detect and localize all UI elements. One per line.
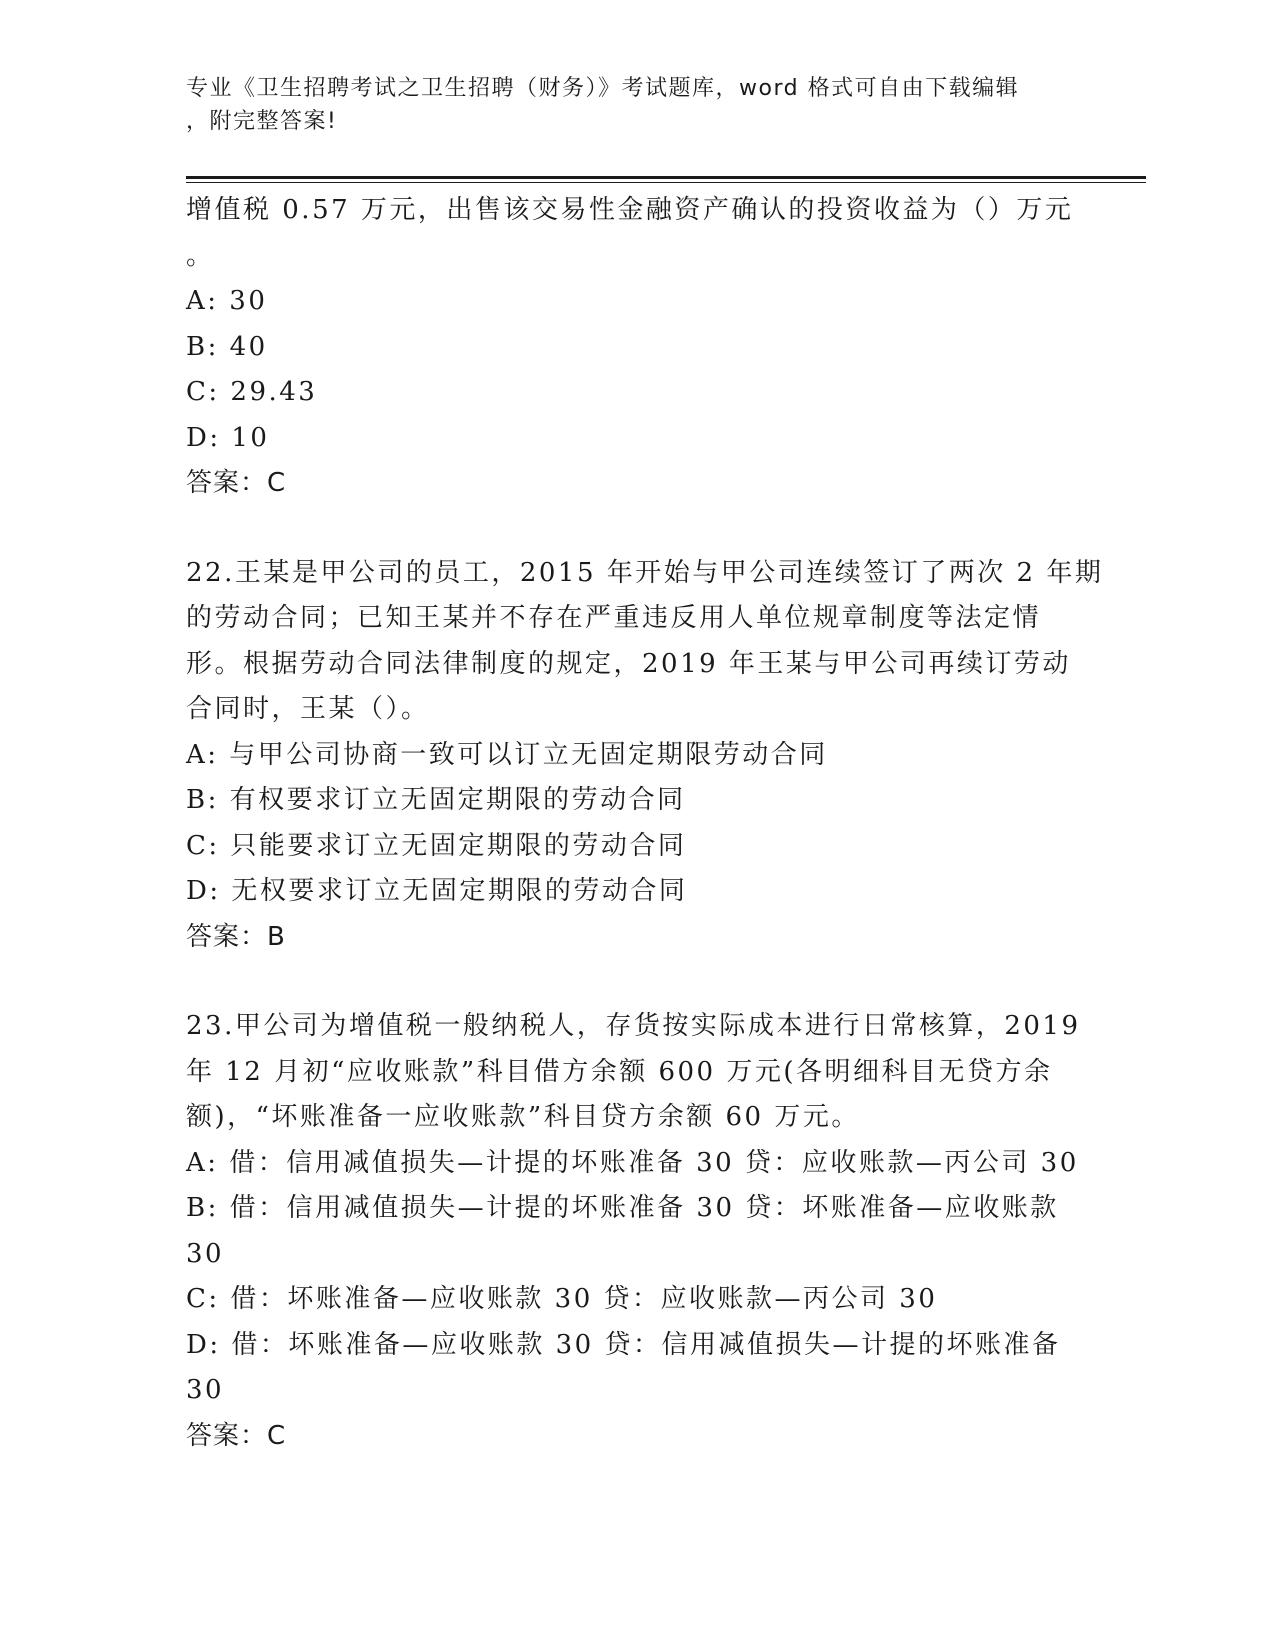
question-stem-line: 22.王某是甲公司的员工，2015 年开始与甲公司连续签订了两次 2 年期 [186,557,1104,588]
option-b: B: 借：信用减值损失—计提的坏账准备 30 贷：坏账准备—应收账款 [186,1193,1059,1223]
option-d: D: 10 [186,422,270,453]
option-d: D: 借：坏账准备—应收账款 30 贷：信用减值损失—计提的坏账准备 [186,1329,1061,1360]
option-d: D: 无权要求订立无固定期限的劳动合同 [186,876,688,906]
option-a: A: 30 [186,286,268,316]
option-c: C: 29.43 [186,377,318,407]
document-body [186,188,1104,1459]
document-header [186,72,1066,138]
question-stem-line: 形。根据劳动合同法律制度的规定，2019 年王某与甲公司再续订劳动 [186,648,1071,679]
question-stem-line: 23.甲公司为增值税一般纳税人，存货按实际成本进行日常核算，2019 [186,1011,1081,1041]
option-c: C: 只能要求订立无固定期限的劳动合同 [186,830,687,861]
answer-line: 答案：C [186,468,287,498]
question-stem-line: 年 12 月初“应收账款”科目借方余额 600 万元(各明细科目无贷方余 [186,1056,1053,1087]
question-stem-line: 的劳动合同；已知王某并不存在严重违反用人单位规章制度等法定情 [186,603,1042,633]
answer-line: 答案：C [186,1420,287,1451]
option-a: A: 与甲公司协商一致可以订立无固定期限劳动合同 [186,739,828,770]
question-stem-line: 合同时，王某（）。 [186,694,430,724]
option-b: B: 有权要求订立无固定期限的劳动合同 [186,785,686,815]
question-gap [186,960,1086,1004]
question-stem-line: 增值税 0.57 万元，出售该交易性金融资产确认的投资收益为（）万元 [186,195,1074,225]
header-line-1: 专业《卫生招聘考试之卫生招聘（财务）》考试题库，word 格式可自由下载编辑 [186,76,1020,101]
question-21 [186,188,1086,507]
header-divider-thick [186,176,1146,179]
option-d-continued: 30 [186,1375,225,1405]
question-gap [186,507,1086,551]
header-divider-thin [186,182,1146,183]
question-22 [186,551,1104,961]
question-stem-line: 额)，“坏账准备一应收账款”科目贷方余额 60 万元。 [186,1102,860,1132]
question-stem-line: 。 [186,240,215,271]
option-b-continued: 30 [186,1238,225,1269]
option-a: A: 借：信用减值损失—计提的坏账准备 30 贷：应收账款—丙公司 30 [186,1147,1079,1178]
answer-line: 答案：B [186,921,286,952]
question-23 [186,1004,1086,1459]
option-b: B: 40 [186,331,268,362]
header-line-2: ，附完整答案! [186,109,338,134]
option-c: C: 借：坏账准备—应收账款 30 贷：应收账款—丙公司 30 [186,1284,938,1314]
